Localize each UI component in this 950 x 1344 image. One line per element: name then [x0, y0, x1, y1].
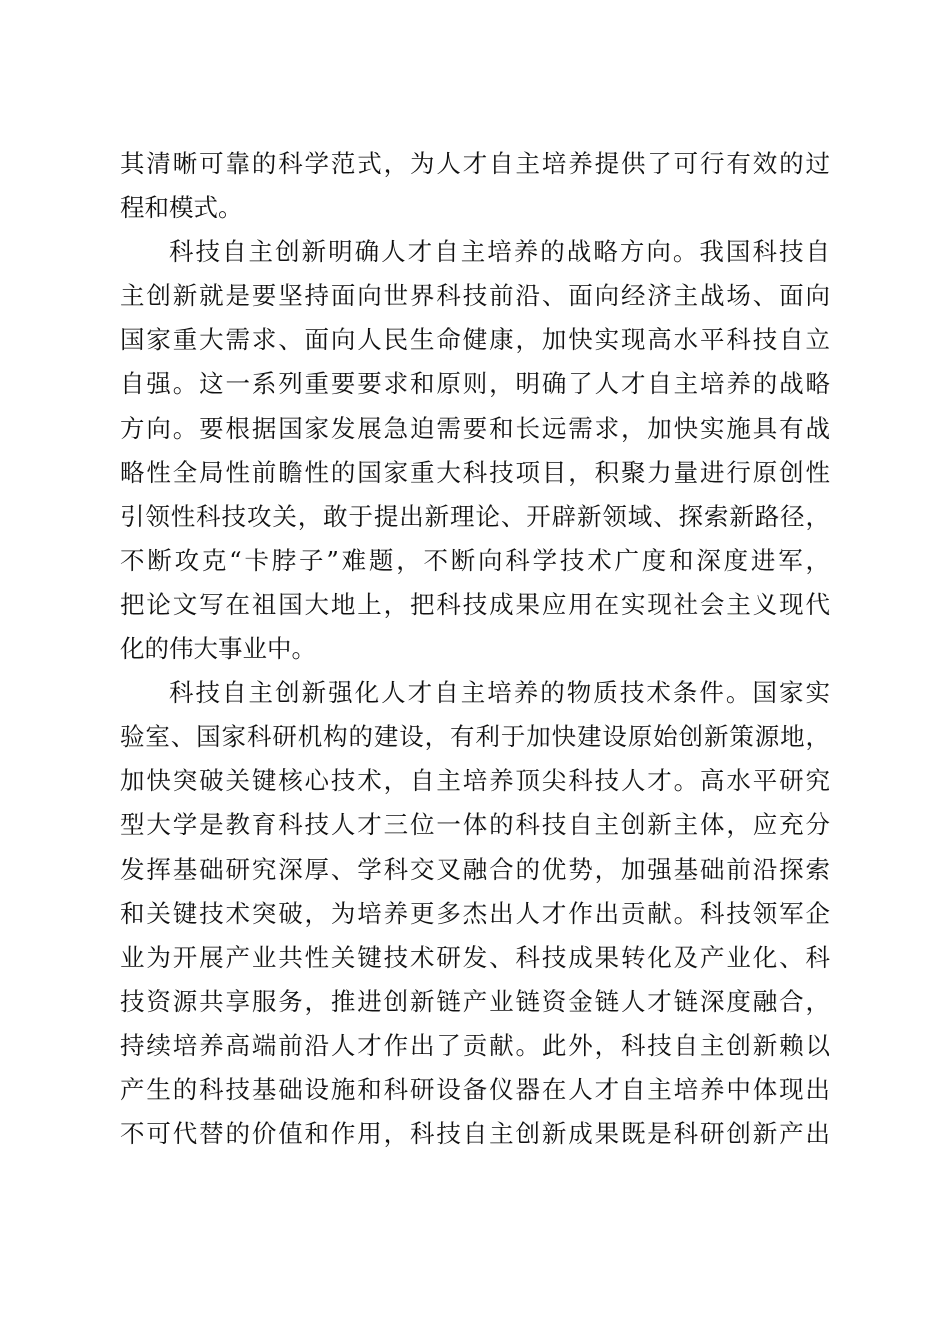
text-line: 不可代替的价值和作用，科技自主创新成果既是科研创新产出	[120, 1119, 830, 1149]
text-line: 型大学是教育科技人才三位一体的科技自主创新主体，应充分	[120, 810, 830, 840]
text-line: 方向。要根据国家发展急迫需要和长远需求，加快实施具有战	[120, 413, 830, 443]
text-line: 科技自主创新明确人才自主培养的战略方向。我国科技自	[169, 237, 830, 267]
text-line: 产生的科技基础设施和科研设备仪器在人才自主培养中体现出	[120, 1074, 830, 1104]
text-line: 业为开展产业共性关键技术研发、科技成果转化及产业化、科	[120, 942, 830, 972]
text-line: 程和模式。	[120, 193, 243, 223]
document-body	[120, 142, 830, 1156]
text-line: 发挥基础研究深厚、学科交叉融合的优势，加强基础前沿探索	[120, 854, 830, 884]
text-line: 化的伟大事业中。	[120, 634, 316, 664]
text-line: 主创新就是要坚持面向世界科技前沿、面向经济主战场、面向	[120, 281, 830, 311]
text-line: 把论文写在祖国大地上，把科技成果应用在实现社会主义现代	[120, 589, 830, 619]
paragraph-3	[120, 671, 830, 1156]
text-line: 科技自主创新强化人才自主培养的物质技术条件。国家实	[169, 678, 830, 708]
text-line: 持续培养高端前沿人才作出了贡献。此外，科技自主创新赖以	[120, 1030, 830, 1060]
paragraph-2	[120, 230, 830, 671]
text-line: 国家重大需求、面向人民生命健康，加快实现高水平科技自立	[120, 325, 830, 355]
text-line: 技资源共享服务，推进创新链产业链资金链人才链深度融合，	[120, 986, 830, 1016]
text-line: 验室、国家科研机构的建设，有利于加快建设原始创新策源地，	[120, 722, 830, 752]
text-line: 和关键技术突破，为培养更多杰出人才作出贡献。科技领军企	[120, 898, 830, 928]
text-line: 其清晰可靠的科学范式，为人才自主培养提供了可行有效的过	[120, 149, 830, 178]
text-line: 引领性科技攻关，敢于提出新理论、开辟新领域、探索新路径，	[120, 501, 830, 531]
text-line: 不断攻克“卡脖子”难题，不断向科学技术广度和深度进军，	[120, 545, 830, 575]
text-line: 自强。这一系列重要要求和原则，明确了人才自主培养的战略	[120, 369, 830, 399]
paragraph-1	[120, 142, 830, 230]
text-line: 加快突破关键核心技术，自主培养顶尖科技人才。高水平研究	[120, 766, 830, 796]
text-line: 略性全局性前瞻性的国家重大科技项目，积聚力量进行原创性	[120, 457, 830, 487]
